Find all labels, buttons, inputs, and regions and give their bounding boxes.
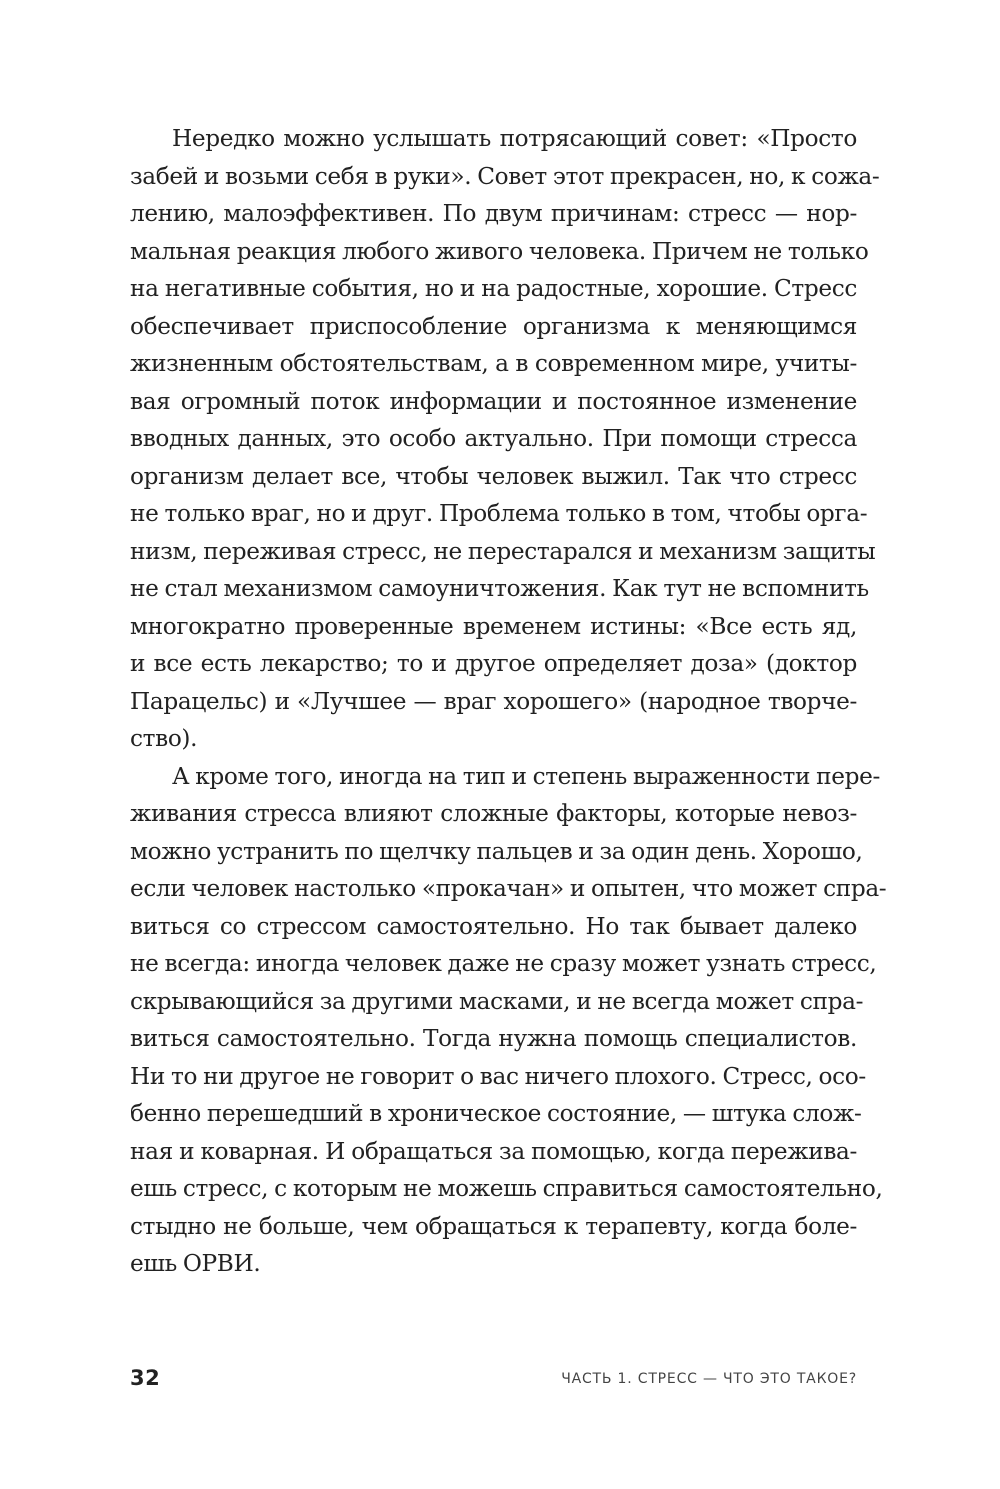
text-line: виться со стрессом самостоятельно. Но так бывает далеко bbox=[130, 912, 857, 940]
text-line: организм делает все, чтобы человек выжил. Так что стресс bbox=[130, 462, 857, 490]
text-line: скрывающийся за другими масками, и не всегда может спра- bbox=[130, 987, 864, 1015]
text-line: ешь ОРВИ. bbox=[130, 1250, 261, 1277]
text-line: не только враг, но и друг. Проблема только в том, чтобы орга- bbox=[130, 500, 868, 527]
text-line: стыдно не больше, чем обращаться к терапевту, когда боле- bbox=[130, 1212, 857, 1240]
paragraph-1 bbox=[130, 120, 880, 758]
page-number: 32 bbox=[130, 1366, 161, 1390]
running-head: ЧАСТЬ 1. СТРЕСС — ЧТО ЭТО ТАКОЕ? bbox=[561, 1371, 857, 1387]
text-line: Парацельс) и «Лучшее — враг хорошего» (народное творче- bbox=[130, 687, 857, 715]
text-line: обеспечивает приспособление организма к меняющимся bbox=[130, 312, 857, 340]
text-line: лению, малоэффективен. По двум причинам: стресс — нор- bbox=[130, 200, 857, 227]
text-line: Ни то ни другое не говорит о вас ничего плохого. Стресс, осо- bbox=[130, 1062, 866, 1090]
text-line: низм, переживая стресс, не перестарался и механизм защиты bbox=[130, 537, 876, 565]
paragraph-2 bbox=[130, 758, 887, 1283]
text-line: живания стресса влияют сложные факторы, которые невоз- bbox=[130, 800, 857, 827]
text-line: не стал механизмом самоуничтожения. Как тут не вспомнить bbox=[130, 575, 869, 602]
text-line: не всегда: иногда человек даже не сразу может узнать стресс, bbox=[130, 950, 877, 977]
text-line: многократно проверенные временем истины: «Все есть яд, bbox=[130, 612, 857, 640]
text-line: бенно перешедший в хроническое состояние, — штука слож- bbox=[130, 1100, 862, 1127]
text-line: ная и коварная. И обращаться за помощью, когда пережива- bbox=[130, 1137, 857, 1165]
text-line: можно устранить по щелчку пальцев и за один день. Хорошо, bbox=[130, 837, 863, 865]
text-line: Нередко можно услышать потрясающий совет: «Просто bbox=[172, 125, 857, 152]
text-line: виться самостоятельно. Тогда нужна помощь специалистов. bbox=[130, 1025, 857, 1052]
text-line: вая огромный поток информации и постоянное изменение bbox=[130, 387, 857, 415]
text-line: и все есть лекарство; то и другое определяет доза» (доктор bbox=[130, 650, 857, 677]
text-line: вводных данных, это особо актуально. При помощи стресса bbox=[130, 425, 857, 452]
body-text bbox=[130, 120, 887, 1283]
page-footer bbox=[130, 1366, 857, 1396]
text-line: если человек настолько «прокачан» и опытен, что может спра- bbox=[130, 875, 887, 902]
text-line: на негативные события, но и на радостные, хорошие. Стресс bbox=[130, 275, 857, 302]
text-line: мальная реакция любого живого человека. Причем не только bbox=[130, 237, 869, 265]
text-line: А кроме того, иногда на тип и степень выраженности пере- bbox=[172, 762, 880, 790]
text-line: забей и возьми себя в руки». Совет этот прекрасен, но, к сожа- bbox=[130, 162, 880, 190]
text-line: жизненным обстоятельствам, а в современном мире, учиты- bbox=[130, 350, 857, 377]
text-line: ство). bbox=[130, 725, 198, 752]
text-line: ешь стресс, с которым не можешь справиться самостоятельно, bbox=[130, 1175, 883, 1202]
